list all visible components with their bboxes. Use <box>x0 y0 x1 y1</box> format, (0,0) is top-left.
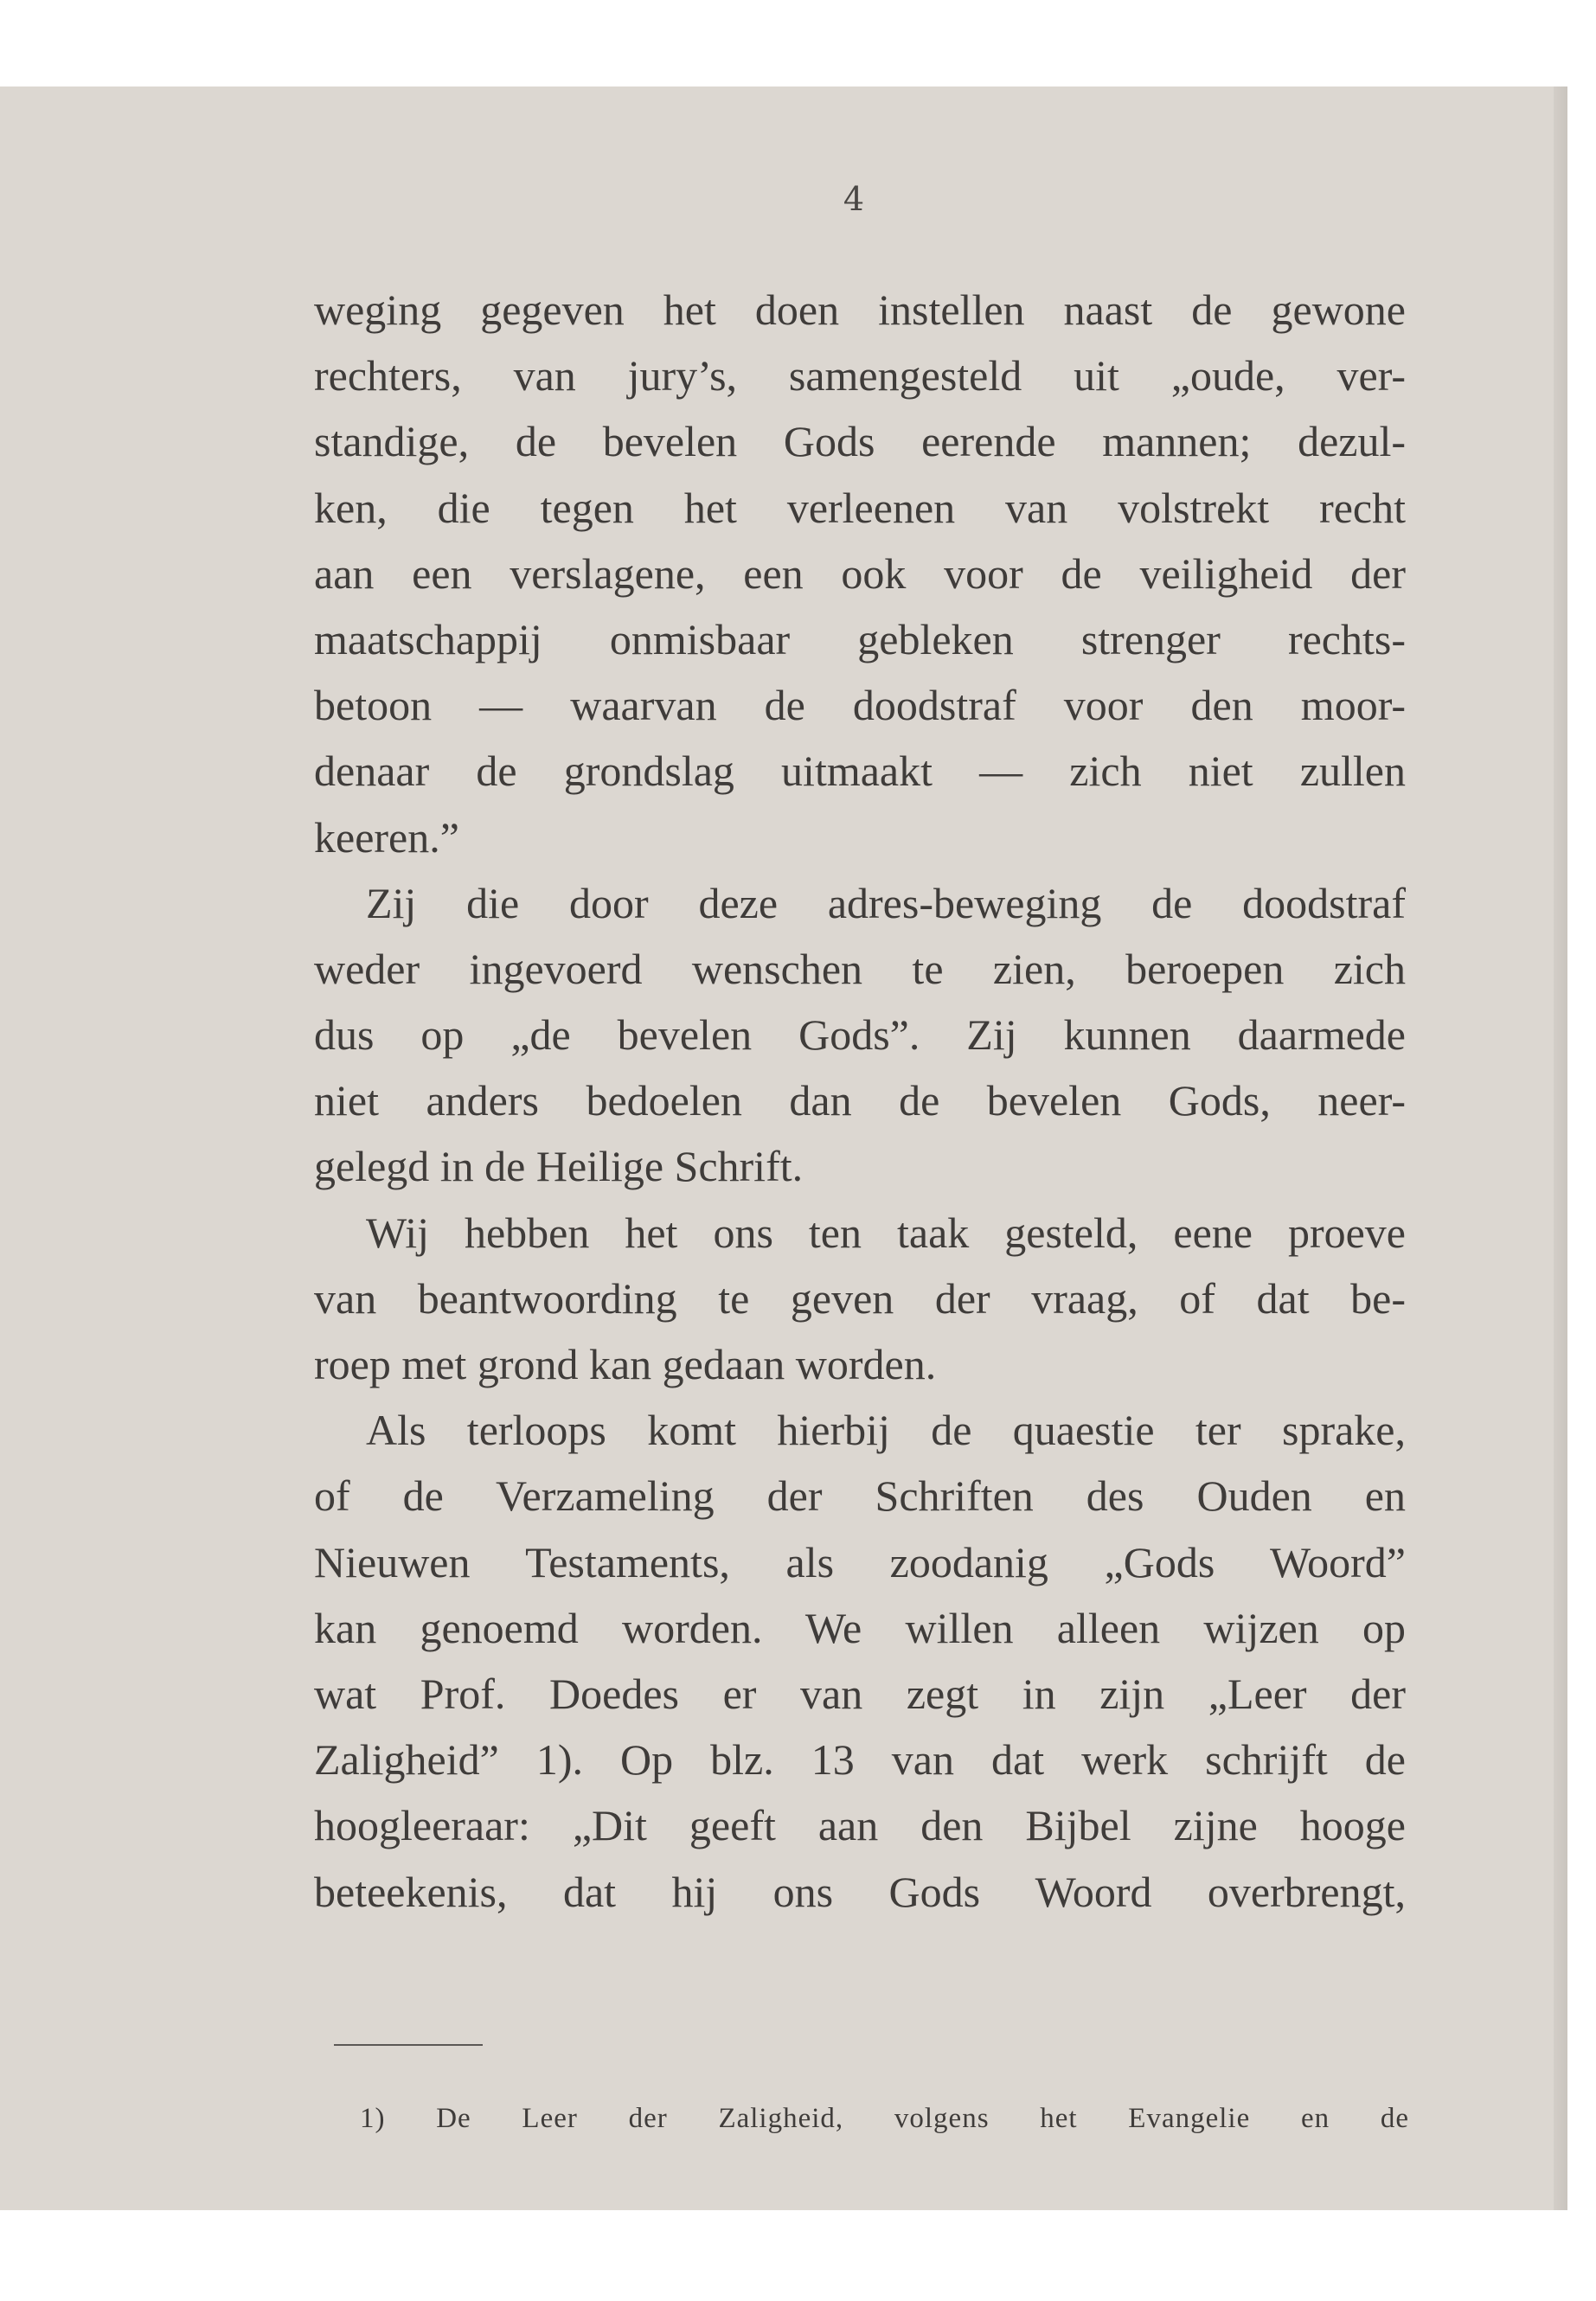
text-line: beteekenis, dat hij ons Gods Woord overbrengt, <box>314 1867 1406 1916</box>
book-page <box>0 87 1567 2210</box>
text-line: wat Prof. Doedes er van zegt in zijn „Leer der <box>314 1669 1406 1718</box>
text-line: Als terloops komt hierbij de quaestie ter sprake, <box>366 1406 1406 1455</box>
text-line: rechters, van jury’s, samengesteld uit „oude, ver- <box>314 351 1406 401</box>
text-line: hoogleeraar: „Dit geeft aan den Bijbel zijne hooge <box>314 1801 1406 1850</box>
text-line: gelegd in de Heilige Schrift. <box>314 1142 804 1191</box>
text-line: roep met grond kan gedaan worden. <box>314 1340 937 1388</box>
text-line: dus op „de bevelen Gods”. Zij kunnen daarmede <box>314 1010 1406 1060</box>
text-line: aan een verslagene, een ook voor de veiligheid der <box>314 548 1406 598</box>
footnote-divider <box>334 2044 483 2046</box>
text-line: van beantwoording te geven der vraag, of dat be- <box>314 1273 1406 1323</box>
text-line: of de Verzameling der Schriften des Ouden en <box>314 1471 1406 1521</box>
text-line: denaar de grondslag uitmaakt — zich niet zullen <box>314 747 1406 796</box>
text-line: Wij hebben het ons ten taak gesteld, eene proeve <box>366 1208 1406 1257</box>
page-number: 4 <box>843 180 865 218</box>
text-line: maatschappij onmisbaar gebleken strenger rechts- <box>314 614 1406 663</box>
text-line: weder ingevoerd wenschen te zien, beroepen zich <box>314 944 1406 993</box>
text-line: kan genoemd worden. We willen alleen wijzen op <box>314 1603 1406 1652</box>
page-edge <box>1554 87 1567 2210</box>
text-line: keeren.” <box>314 812 459 862</box>
text-line: Zaligheid” 1). Op blz. 13 van dat werk schrijft de <box>314 1735 1406 1785</box>
text-line: ken, die tegen het verleenen van volstrekt recht <box>314 483 1406 532</box>
text-line: niet anders bedoelen dan de bevelen Gods, neer- <box>314 1076 1406 1125</box>
footnote: 1) De Leer der Zaligheid, volgens het Evangelie en de <box>360 2103 1409 2134</box>
text-line: standige, de bevelen Gods eerende mannen; dezul- <box>314 417 1406 466</box>
text-line: Zij die door deze adres-beweging de doodstraf <box>366 878 1406 927</box>
text-line: Nieuwen Testaments, als zoodanig „Gods Woord” <box>314 1537 1406 1586</box>
body-text <box>314 277 1406 1925</box>
text-line: weging gegeven het doen instellen naast de gewone <box>314 285 1406 334</box>
text-line: betoon — waarvan de doodstraf voor den moor- <box>314 681 1406 730</box>
